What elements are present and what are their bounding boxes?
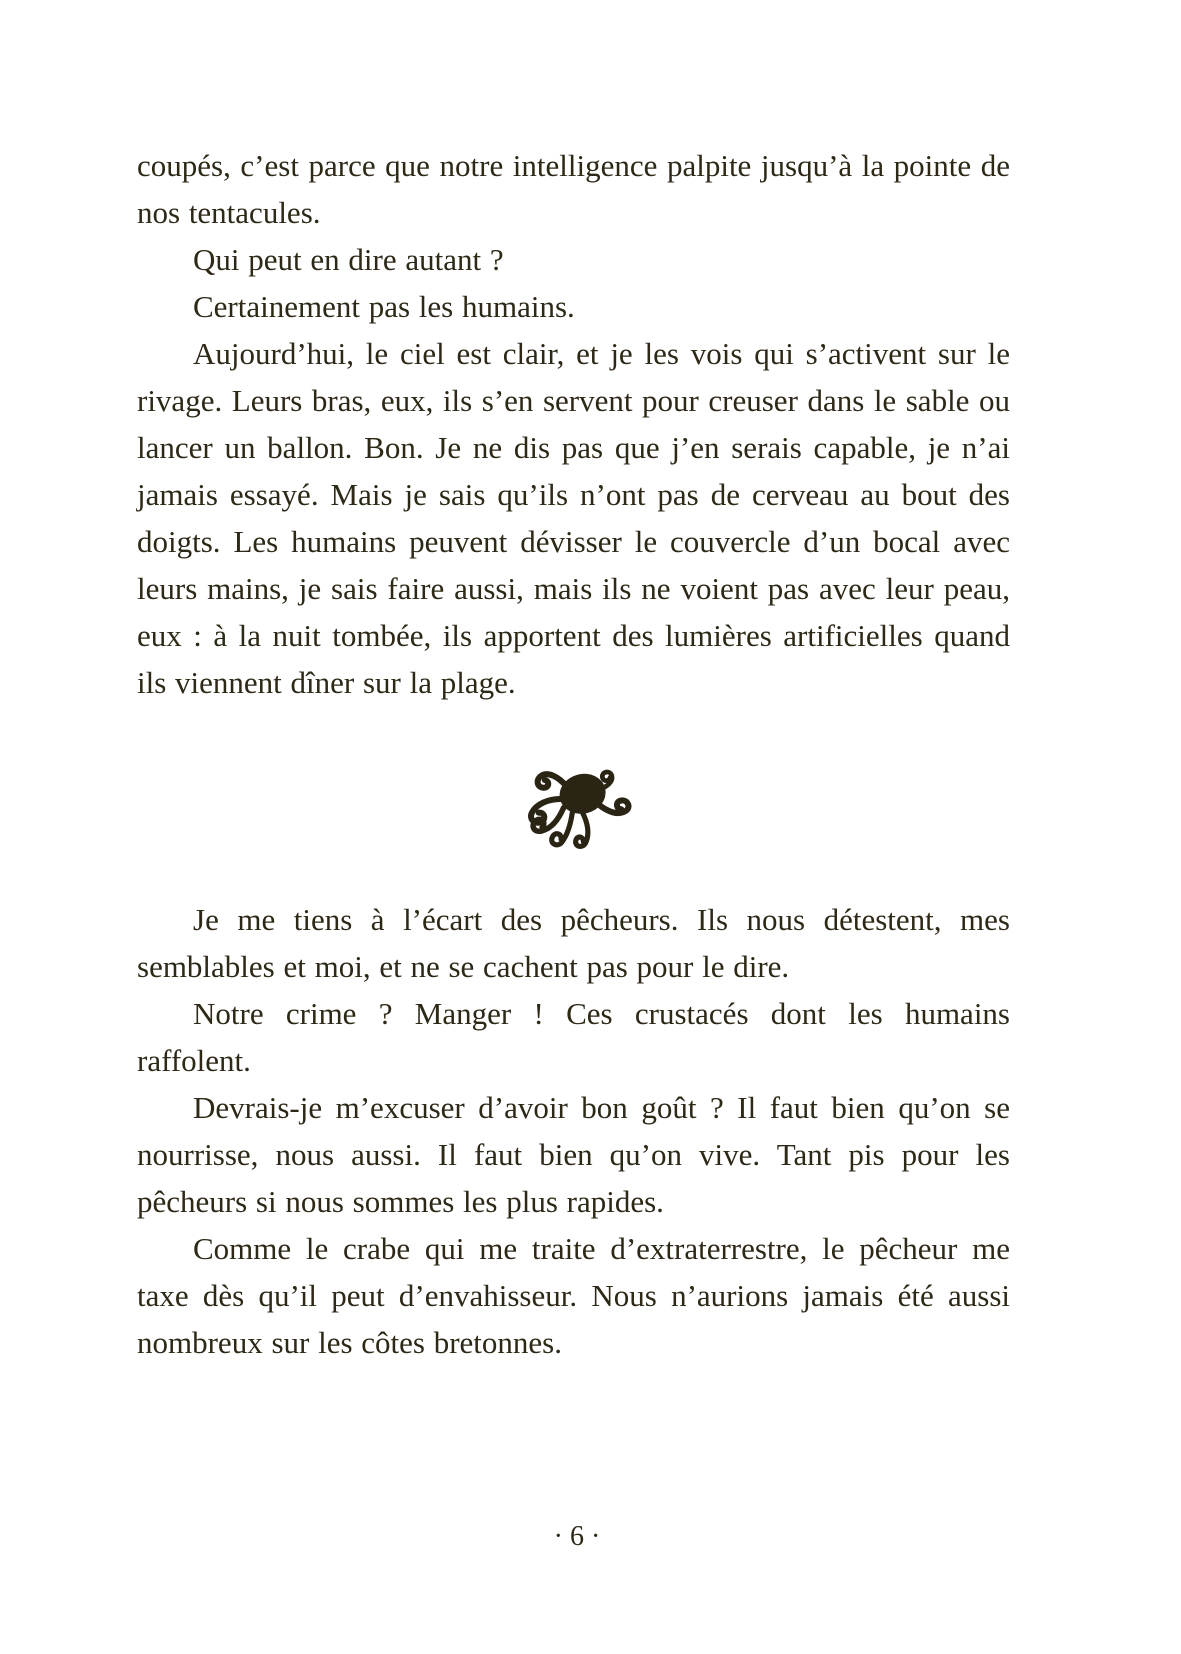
- paragraph: Qui peut en dire autant ?: [193, 242, 504, 277]
- paragraph: Aujourd’hui, le ciel est clair, et je les vois qui s’activent sur le rivage. Leurs bras, eux, ils s’en servent pour creuser dans le sable ou lancer un ballon. Bon. Je ne dis pas que j’en serais capable, je n’ai jamais essayé. Mais je sais qu’ils n’ont pas de cerveau au bout des doigts. Les humains peuvent dévisser le couvercle d’un bocal avec leurs mains, je sais faire aussi, mais ils ne voient pas avec leur peau, eux : à la nuit tombée, ils apportent des lumières artificielles quand ils viennent dîner sur la plage.: [137, 336, 1010, 700]
- text-column: [137, 142, 1010, 1366]
- section-divider-ornament: [137, 768, 1010, 854]
- octopus-icon: [513, 768, 635, 854]
- page-number: ·6·: [553, 1521, 608, 1552]
- paragraph: Certainement pas les humains.: [193, 289, 575, 324]
- paragraph: Notre crime ? Manger ! Ces crustacés dont les humains raffolent.: [137, 996, 1010, 1078]
- paragraph: Devrais-je m’excuser d’avoir bon goût ? Il faut bien qu’on se nourrisse, nous aussi. Il faut bien qu’on vive. Tant pis pour les pêcheurs si nous sommes les plus rapides.: [137, 1090, 1010, 1219]
- paragraph-continuation: coupés, c’est parce que notre intelligence palpite jusqu’à la pointe de nos tentacules.: [137, 148, 1010, 230]
- paragraph: Comme le crabe qui me traite d’extraterrestre, le pêcheur me taxe dès qu’il peut d’envahisseur. Nous n’aurions jamais été aussi nombreux sur les côtes bretonnes.: [137, 1231, 1010, 1360]
- paragraph: Je me tiens à l’écart des pêcheurs. Ils nous détestent, mes semblables et moi, et ne se cachent pas pour le dire.: [137, 902, 1010, 984]
